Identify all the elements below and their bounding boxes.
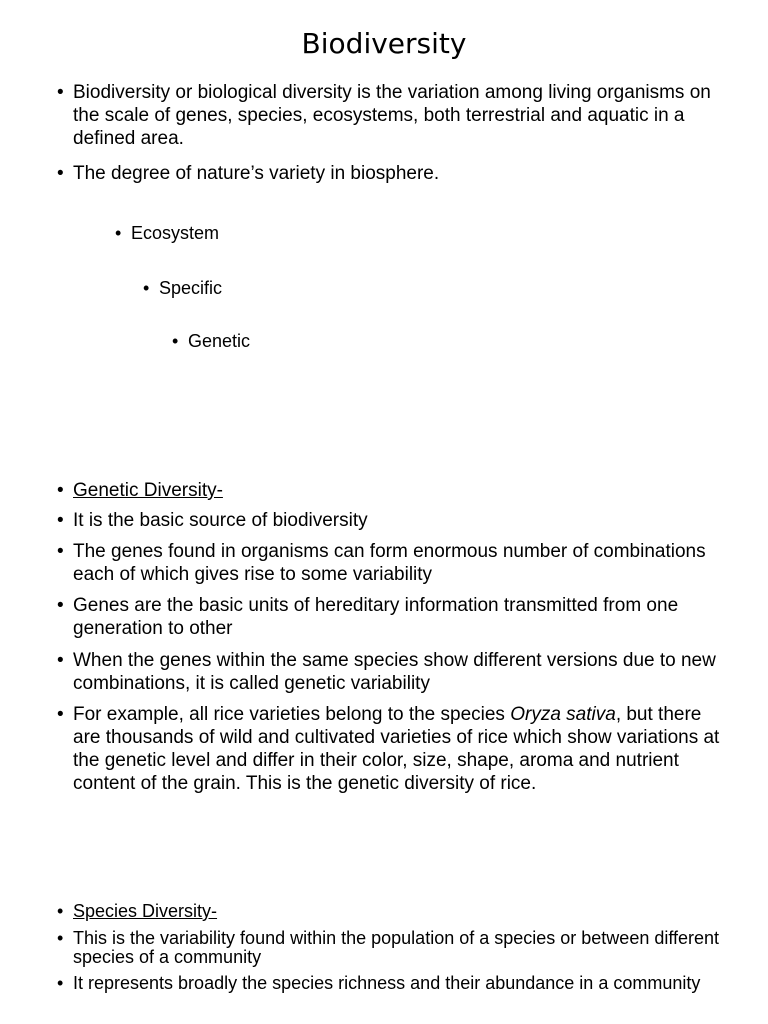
genetic-heading-text: Genetic Diversity-	[73, 480, 223, 501]
bullet-dot: •	[57, 901, 64, 921]
genetic-point-4	[57, 649, 723, 695]
level-label: Genetic	[188, 331, 251, 351]
bullet-dot: •	[57, 480, 64, 501]
bullet-dot: •	[57, 595, 64, 616]
bullet-dot: •	[115, 223, 122, 243]
species-heading	[57, 901, 723, 921]
level-label: Ecosystem	[131, 223, 220, 243]
genetic-example	[57, 703, 723, 795]
genetic-point-text: It is the basic source of biodiversity	[73, 510, 368, 531]
intro-text-1: Biodiversity or biological diversity is the variation among living organisms on the scale of genes, species, ecosystems, both terrestrial and aquatic in a defined area.	[73, 82, 711, 149]
genetic-point-1	[57, 509, 723, 532]
example-text-after: , but there are thousands of wild and cultivated varieties of rice which show variations at the genetic level and differ in their color, size, shape, aroma and nutrient content of the grain. This is the genetic diversity of rice.	[73, 704, 720, 794]
bullet-dot: •	[57, 541, 64, 562]
bullet-dot: •	[57, 704, 64, 725]
example-species-name: Oryza sativa	[510, 704, 616, 725]
bullet-dot: •	[57, 163, 64, 184]
intro-text-2: The degree of nature’s variety in biosphere.	[73, 163, 440, 184]
species-point-1	[57, 928, 723, 967]
page-title: Biodiversity	[301, 27, 467, 60]
genetic-point-text: The genes found in organisms can form enormous number of combinations each of which gives rise to some variability	[73, 541, 706, 585]
level-ecosystem	[115, 222, 220, 245]
genetic-point-3	[57, 594, 723, 640]
genetic-point-text: Genes are the basic units of hereditary information transmitted from one generation to other	[73, 595, 679, 639]
level-specific	[143, 277, 223, 300]
genetic-heading	[57, 479, 723, 502]
species-heading-text: Species Diversity-	[73, 901, 218, 921]
bullet-dot: •	[57, 928, 64, 948]
level-label: Specific	[159, 278, 223, 298]
genetic-point-text: When the genes within the same species show different versions due to new combinations, it is called genetic variability	[73, 650, 716, 694]
intro-bullet-2	[57, 162, 713, 185]
genetic-point-2	[57, 540, 723, 586]
level-genetic	[172, 330, 251, 353]
bullet-dot: •	[57, 82, 64, 103]
bullet-dot: •	[57, 973, 64, 993]
species-point-2	[57, 973, 723, 993]
bullet-dot: •	[143, 278, 150, 298]
intro-bullet-1	[57, 81, 713, 150]
example-text-before: For example, all rice varieties belong to the species	[73, 704, 511, 725]
bullet-dot: •	[57, 510, 64, 531]
species-point-text: This is the variability found within the population of a species or between different species of a community	[73, 928, 720, 967]
species-point-text: It represents broadly the species richness and their abundance in a community	[73, 973, 701, 993]
bullet-dot: •	[172, 331, 179, 351]
bullet-dot: •	[57, 650, 64, 671]
